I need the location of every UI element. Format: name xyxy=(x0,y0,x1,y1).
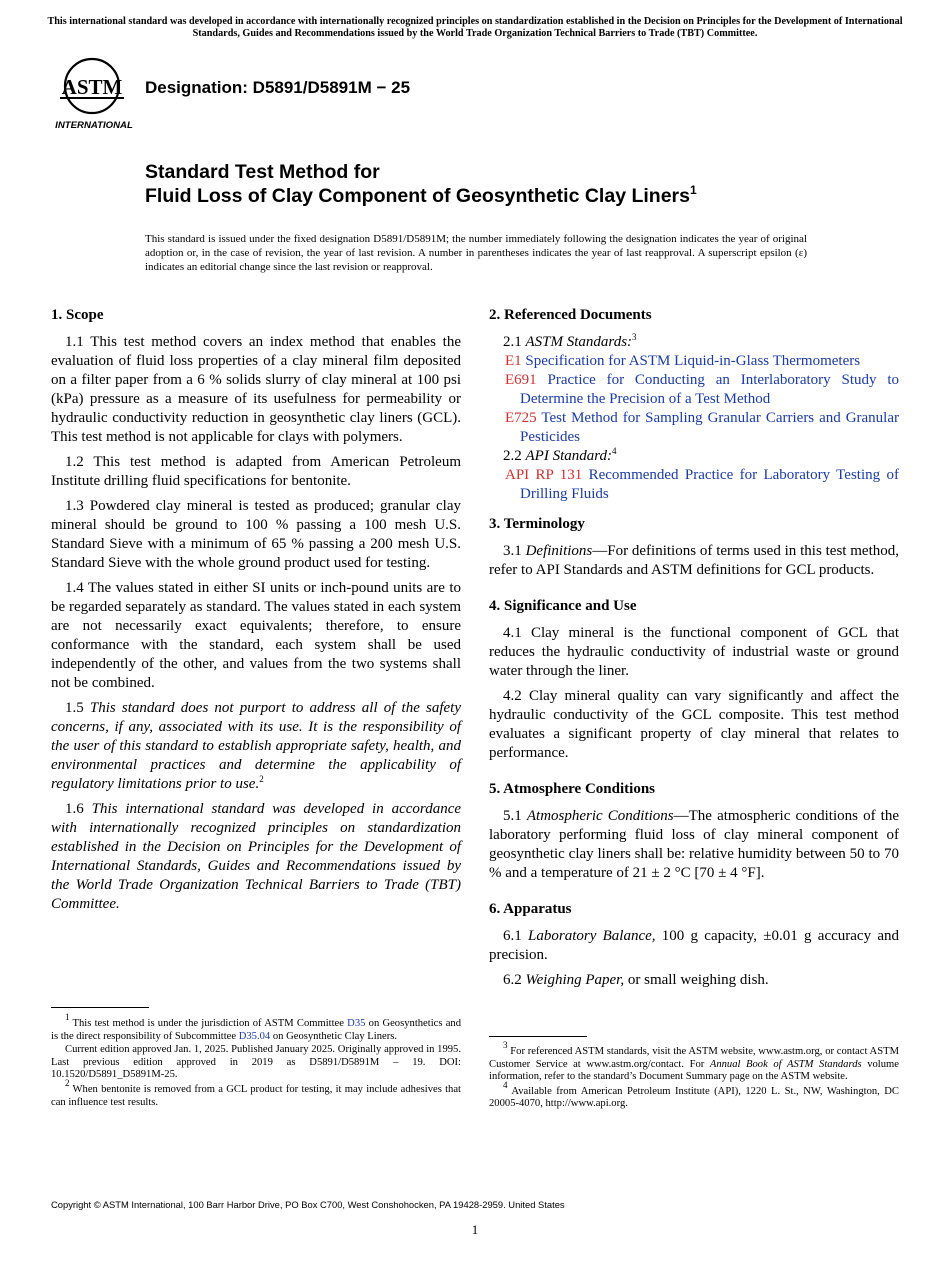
ref-code-link[interactable]: API RP 131 xyxy=(505,467,583,483)
section-terminology-heading: 3. Terminology xyxy=(489,516,585,532)
astm-standards-list xyxy=(489,352,899,447)
astm-logo xyxy=(52,56,136,132)
section-referenced-heading: 2. Referenced Documents xyxy=(489,307,652,323)
astm-ref-item xyxy=(489,371,899,409)
ref-code-link[interactable]: E691 xyxy=(505,372,537,388)
logo-caption: INTERNATIONAL xyxy=(55,120,133,131)
footnote-3: $^3$ For referenced ASTM standards, visit the ASTM website, www.astm.org, or contact ASTM Customer Service at www.astm.org/contact. For Annual Book of ASTM Standards volume information, refer to the standard’s Document Summary page on the ASTM website. xyxy=(489,1040,899,1083)
title-line-2: Fluid Loss of Clay Component of Geosynthetic Clay Liners$^1$ xyxy=(145,183,697,207)
ref-title-link[interactable]: Practice for Conducting an Interlaboratory Study to Determine the Precision of a Test Method xyxy=(520,372,899,407)
ref-code-link[interactable]: E725 xyxy=(505,410,537,426)
footnotes-left xyxy=(51,1012,461,1110)
footnote-rule-right xyxy=(489,1036,587,1037)
footnote-ref-4[interactable]: 4 xyxy=(612,446,617,456)
top-notice: This international standard was developed in accordance with internationally recognized principles on standardization established in the Decision on Principles for the Development of International Standards, Guides and Recommendations issued by the World Trade Organization Technical Barriers to Trade (TBT) Committee. xyxy=(47,16,903,40)
footnote-4: $^4$ Available from American Petroleum Institute (API), 1220 L. St., NW, Washington, DC 20005-4070, http://www.api.org. xyxy=(489,1079,899,1110)
ref-title-link[interactable]: Recommended Practice for Laboratory Testing of Drilling Fluids xyxy=(520,467,899,502)
scope-1-1: 1.1 This test method covers an index method that enables the evaluation of fluid loss properties of a clay mineral film deposited on a filter paper from a 6 % solids slurry of clay mineral at 100 psi (kPa) pressure as a measure of its usefulness for permeability or hydraulic conductivity reduction in geosynthetic clay liners (GCL). This test method is not applicable for clays with polymers. xyxy=(51,334,461,445)
designation: Designation: D5891/D5891M − 25 xyxy=(145,78,411,97)
api-standards-list xyxy=(489,466,899,504)
scope-1-3: 1.3 Powdered clay mineral is tested as produced; granular clay mineral should be ground to 100 % passing a 100 mesh U.S. Standard Sieve with a minimum of 65 % passing a 200 mesh U.S. Standard Sieve with the whole ground product used for testing. xyxy=(51,498,461,571)
apparatus-6-2: 6.2 Weighing Paper, or small weighing dish. xyxy=(503,972,769,988)
title-line-1: Standard Test Method for xyxy=(145,161,380,183)
copyright-notice: Copyright © ASTM International, 100 Barr Harbor Drive, PO Box C700, West Conshohocken, PA 19428-2959. United States xyxy=(51,1199,565,1210)
atmosphere-5-1: 5.1 Atmospheric Conditions—The atmospheric conditions of the laboratory performing fluid loss of clay mineral component of geosynthetic clay liners shall be: relative humidity between 50 to 70 % and a temperature of 21 ± 2 °C [70 ± 4 °F]. xyxy=(489,808,900,881)
terminology-3-1: 3.1 Definitions—For definitions of terms used in this test method, refer to API Standards and ASTM definitions for GCL products. xyxy=(489,543,900,578)
ref-title-link[interactable]: Test Method for Sampling Granular Carriers and Granular Pesticides xyxy=(520,410,900,445)
footnote-ref-3[interactable]: 3 xyxy=(632,332,637,342)
section-apparatus-heading: 6. Apparatus xyxy=(489,901,572,917)
scope-1-4: 1.4 The values stated in either SI units or inch-pound units are to be regarded separately as standard. The values stated in each system are not necessarily exact equivalents; therefore, to ensure conformance with the standard, each system shall be used independently of the other, and values from the two systems shall not be combined. xyxy=(51,580,461,691)
scope-1-6: 1.6 This international standard was developed in accordance with internationally recognized principles on standardization established in the Decision on Principles for the Development of International Standards, Guides and Recommendations issued by the World Trade Organization Technical Barriers to Trade (TBT) Committee. xyxy=(51,801,462,912)
title-footnote-ref[interactable]: 1 xyxy=(689,183,697,197)
logo-letters: ASTM xyxy=(61,75,123,99)
api-standard-label: 2.2 API Standard:$^4$ xyxy=(503,446,617,464)
significance-4-2: 4.2 Clay mineral quality can vary significantly and affect the hydraulic conductivity of the GCL composite. This test method evaluates a significant property of clay mineral that relates to performance. xyxy=(489,688,899,761)
astm-standards-label: 2.1 ASTM Standards:$^3$ xyxy=(503,332,637,350)
significance-4-1: 4.1 Clay mineral is the functional component of GCL that reduces the hydraulic conductivity of industrial waste or ground water through the liner. xyxy=(489,625,899,679)
issued-notice: This standard is issued under the fixed designation D5891/D5891M; the number immediately following the designation indicates the year of original adoption or, in the case of revision, the year of last revision. A number in parentheses indicates the year of last reapproval. A superscript epsilon (ε) indicates an editorial change since the last revision or reapproval. xyxy=(145,233,807,274)
section-scope-heading: 1. Scope xyxy=(51,307,104,323)
committee-d35-link[interactable]: D35 xyxy=(347,1018,366,1029)
astm-ref-item xyxy=(489,352,899,371)
subcommittee-d35-04-link[interactable]: D35.04 xyxy=(238,1030,271,1042)
ref-code-link[interactable]: E1 xyxy=(505,353,522,369)
section-atmosphere-heading: 5. Atmosphere Conditions xyxy=(489,781,655,797)
footnote-1: $^1$ This test method is under the jurisdiction of ASTM Committee D35 on Geosynthetics and is the direct responsibility of Subcommittee D35.04 on Geosynthetic Clay Liners. xyxy=(51,1012,461,1042)
footnote-2: $^2$ When bentonite is removed from a GCL product for testing, it may include adhesives that can influence test results. xyxy=(51,1077,461,1108)
footnote-ref-2[interactable]: 2 xyxy=(259,774,264,784)
apparatus-6-1: 6.1 Laboratory Balance, 100 g capacity, ±0.01 g accuracy and precision. xyxy=(489,928,899,963)
section-significance-heading: 4. Significance and Use xyxy=(489,598,637,614)
edition-note: Current edition approved Jan. 1, 2025. Published January 2025. Originally approved in 1995. Last previous edition approved in 2019 as D5891/D5891M – 19. DOI: 10.1520/D5891_D5891M-25. xyxy=(51,1044,461,1081)
left-column xyxy=(51,306,461,920)
right-column xyxy=(489,306,899,996)
scope-1-2: 1.2 This test method is adapted from American Petroleum Institute drilling fluid specifications for bentonite. xyxy=(51,454,461,489)
api-ref-item xyxy=(489,466,899,504)
footnote-rule-left xyxy=(51,1007,149,1008)
ref-title-link[interactable]: Specification for ASTM Liquid-in-Glass Thermometers xyxy=(525,353,861,369)
footnotes-right xyxy=(489,1040,899,1112)
page-number: 1 xyxy=(471,1222,479,1237)
scope-1-5: 1.5 This standard does not purport to address all of the safety concerns, if any, associated with its use. It is the responsibility of the user of this standard to establish appropriate safety, health, and environmental practices and determine the applicability of regulatory limitations prior to use.$^2$ xyxy=(51,700,462,792)
document-title xyxy=(145,160,845,208)
astm-ref-item xyxy=(489,409,899,447)
